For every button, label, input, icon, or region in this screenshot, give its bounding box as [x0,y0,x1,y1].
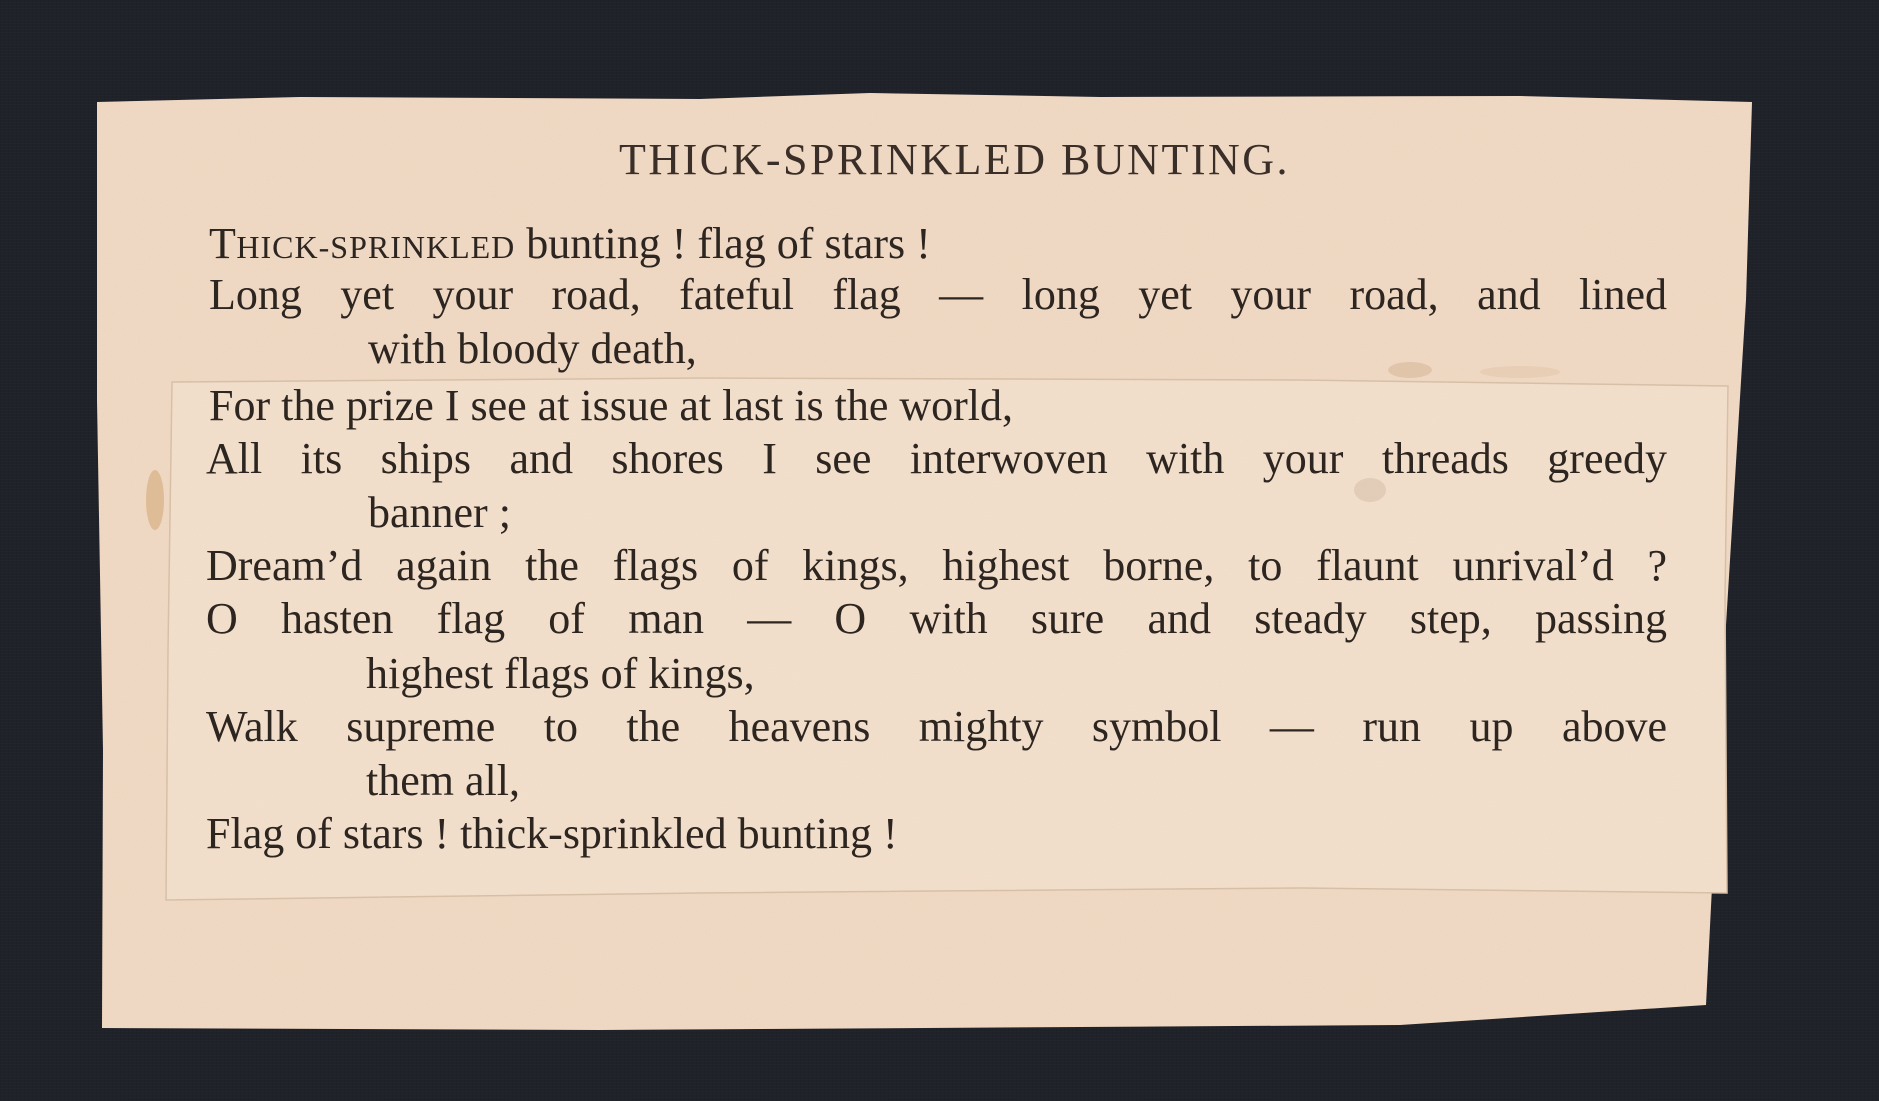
foxing-stain [146,470,164,530]
poem-line-7: Walk supreme to the heavens mighty symbol — run up above [206,702,1667,751]
drop-capital: T [209,219,237,268]
poem-line-7-continued: them all, [366,756,520,805]
poem-line-3: For the prize I see at issue at last is the world, [209,381,1014,430]
poem-line-4: All its ships and shores I see interwoven with your threads greedy [206,434,1667,483]
poem-line-2: Long yet your road, fateful flag — long yet your road, and lined [209,270,1667,319]
foxing-stain [1388,362,1432,378]
poem-line-6: O hasten flag of man — O with sure and steady step, passing [206,594,1667,643]
poem-line-2-continued: with bloody death, [368,324,697,373]
poem-line-4-continued: banner ; [368,488,511,537]
small-caps-lead: HICK-SPRINKLED [236,229,516,265]
poem-line-8: Flag of stars ! thick-sprinkled bunting ! [206,809,898,858]
foxing-stain [1480,366,1560,378]
poem-line-1 [209,219,931,268]
poem-title: THICK-SPRINKLED BUNTING. [618,135,1291,184]
poem-line-6-continued: highest flags of kings, [366,649,755,698]
poem-line-5: Dream’d again the flags of kings, highest borne, to flaunt unrival’d ? [206,541,1667,590]
line-rest: bunting ! flag of stars ! [515,219,931,268]
